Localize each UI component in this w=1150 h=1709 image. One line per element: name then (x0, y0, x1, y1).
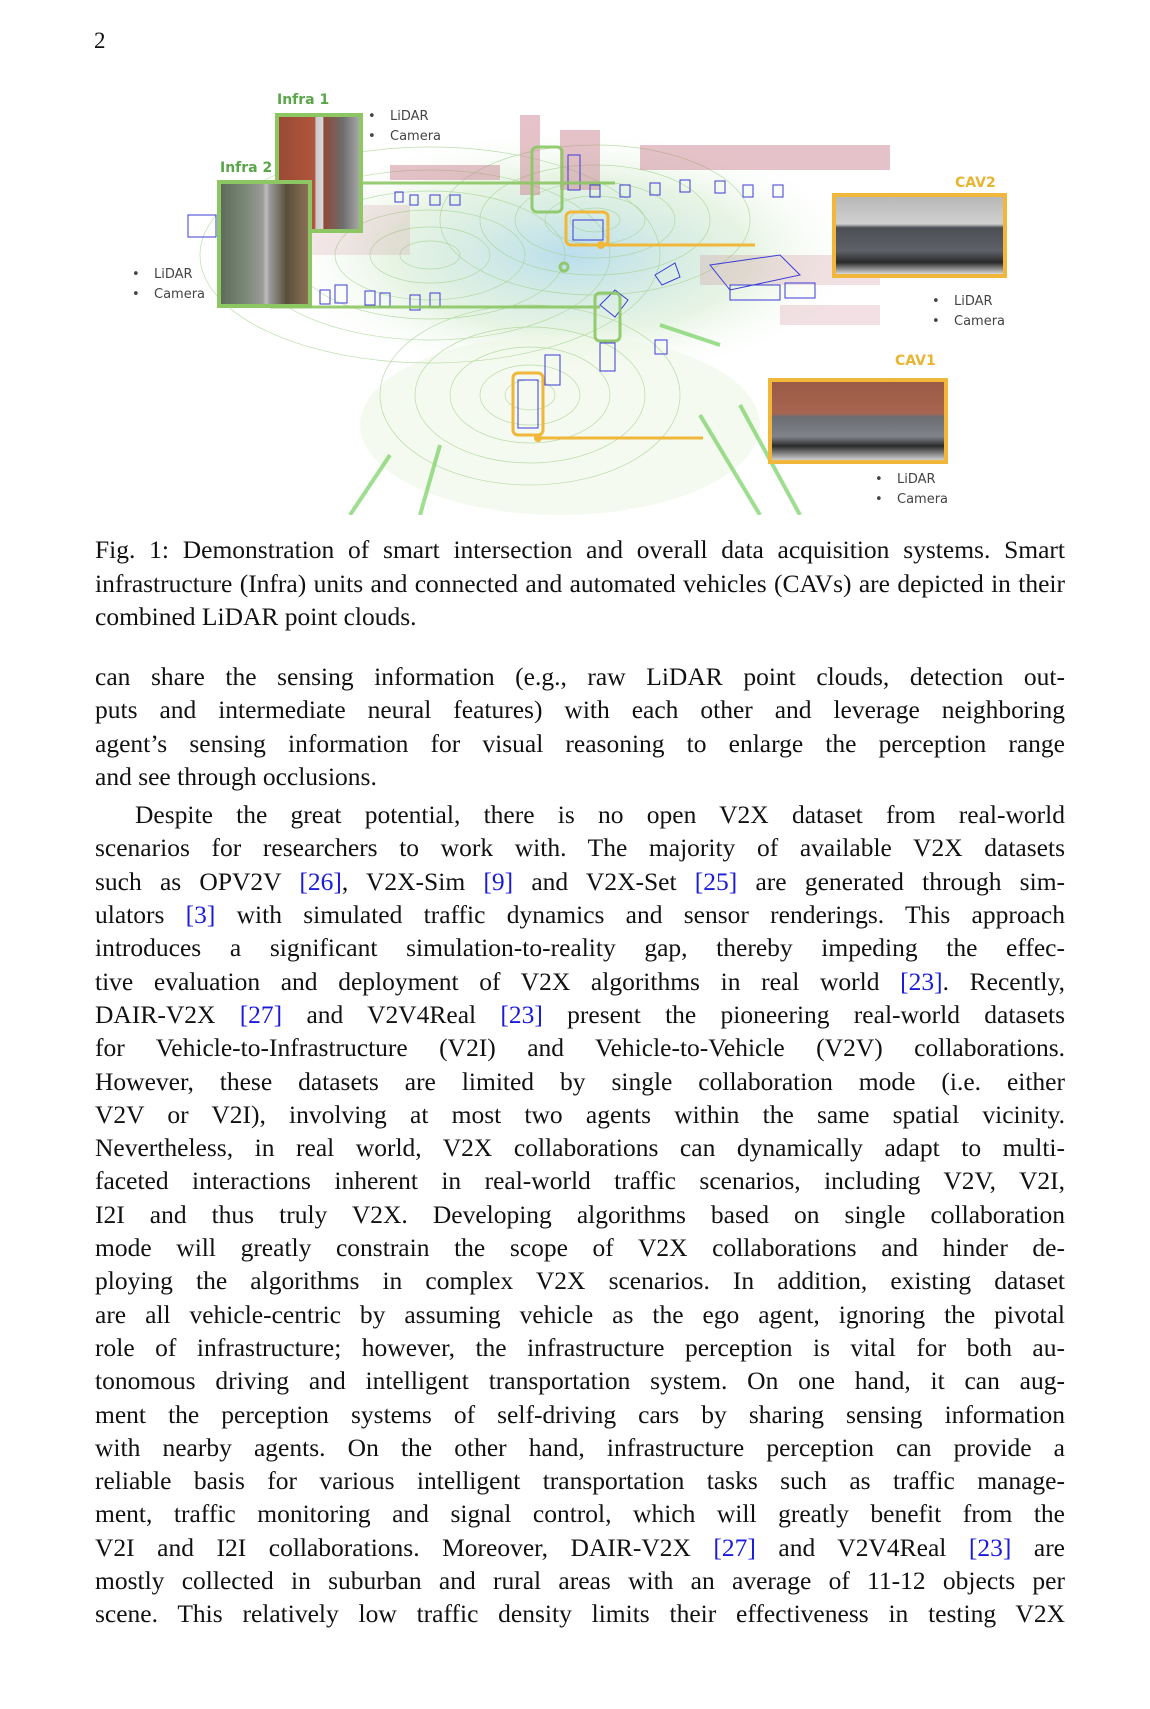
citation-link[interactable]: [26] (299, 866, 342, 896)
text-line: scenarios for researchers to work with. The majority of available V2X datasets (95, 833, 1065, 863)
text-span: V2I and I2I collaborations. Moreover, DAIR-V2X (95, 1532, 714, 1562)
citation-link[interactable]: [27] (713, 1532, 756, 1562)
infra2-photo (217, 180, 312, 308)
text-span: ulators (95, 900, 186, 930)
text-line: Nevertheless, in real world, V2X collaborations can dynamically adapt to multi- (95, 1133, 1065, 1163)
text-line: can share the sensing information (e.g., raw LiDAR point clouds, detection out- (95, 662, 1065, 691)
text-line: However, these datasets are limited by single collaboration mode (i.e. either (95, 1066, 1065, 1096)
text-line (95, 998, 1065, 1031)
sensor-item: • LiDAR (368, 107, 441, 127)
text-line: ment the perception systems of self-driving cars by sharing sensing information (95, 1399, 1065, 1429)
text-span: tive evaluation and deployment of V2X algorithms in real world (95, 966, 901, 996)
text-span: and V2V4Real (755, 1532, 969, 1562)
text-line (95, 1531, 1065, 1564)
text-line: agent’s sensing information for visual reasoning to enlarge the perception range (95, 728, 1065, 758)
text-span: are generated through sim- (737, 866, 1066, 896)
page-number: 2 (94, 28, 106, 53)
text-line: scene. This relatively low traffic density limits their effectiveness in testing V2X (95, 1599, 1065, 1629)
sensor-item: • Camera (132, 285, 205, 305)
body-text (95, 660, 1065, 1631)
text-line: reliable basis for various intelligent transportation tasks such as traffic manage- (95, 1466, 1065, 1496)
text-line: and see through occlusions. (95, 761, 377, 791)
text-span: such as OPV2V (95, 866, 300, 896)
figure-1 (140, 92, 1020, 515)
sensor-item: • LiDAR (132, 265, 205, 285)
text-span: , V2X-Sim (341, 866, 484, 896)
text-line: ment, traffic monitoring and signal control, which will greatly benefit from the (95, 1499, 1065, 1529)
text-line: for Vehicle-to-Infrastructure (V2I) and Vehicle-to-Vehicle (V2V) collaborations. (95, 1033, 1065, 1063)
text-line (95, 965, 1065, 998)
citation-link[interactable]: [23] (968, 1532, 1012, 1562)
cav1-photo (768, 378, 948, 464)
infra2-sensor-list (132, 265, 205, 305)
text-span: and V2X-Set (513, 866, 695, 896)
text-line: mode will greatly constrain the scope of V2X collaborations and hinder de- (95, 1233, 1065, 1263)
text-line (95, 865, 1065, 898)
text-line: V2V or V2I), involving at most two agents within the same spatial vicinity. (95, 1099, 1065, 1129)
text-line: introduces a significant simulation-to-reality gap, thereby impeding the effec- (95, 933, 1065, 963)
text-span: and V2V4Real (282, 999, 501, 1029)
cav2-photo (832, 193, 1007, 278)
citation-link[interactable]: [23] (500, 999, 543, 1029)
sensor-item: • LiDAR (875, 470, 948, 490)
infra1-sensor-list (368, 107, 441, 147)
sensor-item: • Camera (368, 127, 441, 147)
cav2-sensor-list (932, 292, 1005, 332)
citation-link[interactable]: [9] (483, 866, 514, 896)
citation-link[interactable]: [25] (694, 866, 738, 896)
infra1-label: Infra 1 (277, 92, 330, 108)
text-span: with simulated traffic dynamics and sensor renderings. This approach (215, 900, 1065, 930)
text-line: are all vehicle-centric by assuming vehicle as the ego agent, ignoring the pivotal (95, 1299, 1065, 1329)
citation-link[interactable]: [3] (185, 900, 216, 930)
cav1-label: CAV1 (895, 353, 936, 369)
text-line: role of infrastructure; however, the infrastructure perception is vital for both au- (95, 1332, 1065, 1362)
text-line (95, 898, 1065, 931)
text-span: present the pioneering real-world datasets (542, 999, 1065, 1029)
infra2-label: Infra 2 (220, 160, 273, 176)
cav1-sensor-list (875, 470, 948, 510)
text-line: mostly collected in suburban and rural areas with an average of 11-12 objects per (95, 1566, 1065, 1596)
text-span: are (1011, 1532, 1065, 1562)
cav2-label: CAV2 (955, 175, 996, 191)
sensor-item: • Camera (932, 312, 1005, 332)
text-span: . Recently, (942, 966, 1065, 996)
citation-link[interactable]: [23] (900, 966, 943, 996)
citation-link[interactable]: [27] (239, 999, 283, 1029)
figure-caption: Fig. 1: Demonstration of smart intersection and overall data acquisition systems. Smart infrastructure (Infra) units and connected and automated vehicles (CAVs) are depicted in their combined LiDAR point clouds. (95, 535, 1065, 631)
text-line: Despite the great potential, there is no open V2X dataset from real-world (135, 800, 1065, 830)
text-line: ploying the algorithms in complex V2X scenarios. In addition, existing dataset (95, 1266, 1065, 1296)
text-line: faceted interactions inherent in real-world traffic scenarios, including V2V, V2I, (95, 1166, 1065, 1196)
sensor-item: • Camera (875, 490, 948, 510)
text-line: with nearby agents. On the other hand, infrastructure perception can provide a (95, 1432, 1065, 1462)
text-span: DAIR-V2X (95, 999, 240, 1029)
sensor-item: • LiDAR (932, 292, 1005, 312)
text-line: I2I and thus truly V2X. Developing algorithms based on single collaboration (95, 1199, 1065, 1229)
text-line: puts and intermediate neural features) with each other and leverage neighboring (95, 695, 1065, 725)
text-line: tonomous driving and intelligent transportation system. On one hand, it can aug- (95, 1366, 1065, 1396)
